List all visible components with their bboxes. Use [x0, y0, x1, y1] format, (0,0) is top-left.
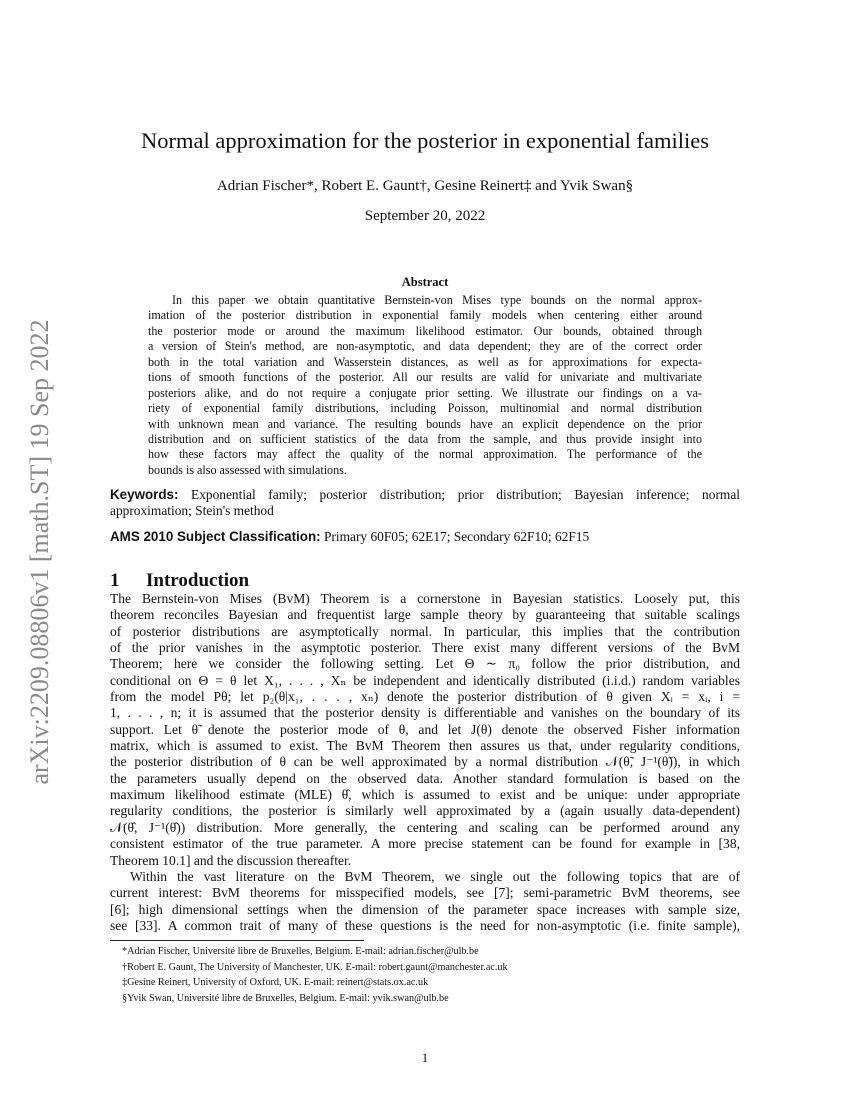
footnote: *Adrian Fischer, Université libre de Bruxelles, Belgium. E-mail: adrian.fischer@ulb.be — [122, 946, 479, 957]
ams-text: Primary 60F05; 62E17; Secondary 62F10; 62F15 — [323, 529, 590, 544]
paragraph-line: support. Let θ̃ denote the posterior mode of θ, and let J(θ) denote the observed Fisher information — [110, 721, 740, 737]
footnotes — [122, 944, 508, 1006]
keywords — [110, 487, 740, 518]
abstract-line: tions of smooth functions of the posterior. All our results are valid for univariate and multivariate — [148, 370, 702, 385]
paragraph-line: Within the vast literature on the BvM Theorem, we single out the following topics that are of — [130, 868, 740, 884]
abstract-line: the posterior mode or around the maximum likelihood estimator. Our bounds, obtained through — [148, 323, 702, 338]
paragraph-line: [6]; high dimensional settings when the dimension of the parameter space increases with sample size, — [110, 901, 740, 917]
keywords-label: Keywords: — [110, 487, 179, 502]
paper-title: Normal approximation for the posterior in exponential families — [141, 128, 709, 153]
paragraph-line: the posterior distribution of θ can be well approximated by a normal distribution 𝒩(θ̃, J⁻¹(θ̃)), in which — [110, 754, 740, 770]
ams-label: AMS 2010 Subject Classification: — [110, 529, 321, 544]
abstract-line: how these factors may affect the quality of the normal approximation. The performance of the — [148, 447, 702, 462]
abstract-line: distribution and on sufficient statistics of the data from the sample, and thus provide insight into — [148, 431, 702, 446]
keywords-line — [110, 487, 740, 503]
date: September 20, 2022 — [364, 208, 486, 224]
paragraph-line: 𝒩(θ̂, J⁻¹(θ̂)) distribution. More generally, the centering and scaling can be performed around any — [110, 819, 740, 835]
abstract-line: a version of Stein's method, are non-asymptotic, and data dependent; they are of the correct order — [148, 339, 702, 354]
authors: Adrian Fischer*, Robert E. Gaunt†, Gesine Reinert‡ and Yvik Swan§ — [216, 178, 634, 194]
abstract-line: bounds is also assessed with simulations. — [148, 462, 347, 477]
paragraph-line: the parameters usually depend on the observed data. Another standard formulation is based on the — [110, 770, 740, 786]
keywords-text: Exponential family; posterior distribution; prior distribution; Bayesian inference; normal — [191, 487, 740, 502]
paragraph-line: consistent estimator of the true parameter. A more precise statement can be found for example in [38, — [110, 836, 740, 852]
ams-classification — [110, 529, 589, 545]
paragraph-line: Theorem; here we consider the following setting. Let Θ ∼ π₀ follow the prior distribution, and — [110, 656, 740, 672]
paragraph-line: maximum likelihood estimate (MLE) θ̂, which is assumed to exist and be unique: under appropriate — [110, 787, 740, 803]
abstract-line: both in the total variation and Wasserstein distances, as well as for approximations for expecta- — [148, 354, 702, 369]
paragraph-line: of posterior distributions are asymptotically normal. In particular, this implies that the contribution — [110, 623, 740, 639]
abstract-line: posteriors alike, and do not require a conjugate prior setting. We illustrate our findings on a va- — [148, 385, 702, 400]
introduction-body — [110, 591, 740, 934]
paragraph-line: Theorem 10.1] and the discussion thereafter. — [110, 852, 352, 868]
abstract-line: with unknown mean and variance. The resulting bounds have an explicit dependence on the prior — [148, 416, 702, 431]
abstract-line: riety of exponential family distributions, including Poisson, multinomial and normal distribution — [148, 401, 702, 416]
abstract-heading: Abstract — [401, 275, 449, 289]
abstract-body — [148, 293, 702, 478]
paragraph-line: from the model Pθ; let p₂(θ|x₁, . . . , xₙ) denote the posterior distribution of θ given Xᵢ = xᵢ, i = — [110, 689, 740, 705]
abstract-line: imation of the posterior distribution in exponential family models when centering either around — [148, 308, 702, 323]
paragraph-line: of the prior vanishes in the asymptotic posterior. There exist many different versions of the BvM — [110, 640, 740, 656]
paragraph-line: see [33]. A common trait of many of these questions is the need for non-asymptotic (i.e. finite sample), — [110, 917, 740, 933]
footnote: ‡Gesine Reinert, University of Oxford, UK. E-mail: reinert@stats.ox.ac.uk — [122, 977, 429, 989]
footnote: §Yvik Swan, Université libre de Bruxelles, Belgium. E-mail: yvik.swan@ulb.be — [122, 992, 449, 1004]
section-title: Introduction — [146, 570, 250, 591]
page-number: 1 — [421, 1050, 429, 1065]
footnote-rule — [110, 940, 364, 941]
keywords-line: approximation; Stein's method — [110, 502, 274, 518]
footnote: †Robert E. Gaunt, The University of Manchester, UK. E-mail: robert.gaunt@manchester.ac.uk — [122, 961, 508, 973]
paragraph-line: theorem reconciles Bayesian and frequentist large sample theory by guaranteeing that suitable scalings — [110, 607, 740, 623]
paragraph-line: current interest: BvM theorems for misspecified models, see [7]; semi-parametric BvM theorems, see — [110, 885, 740, 901]
paragraph-line: matrix, which is assumed to exist. The BvM Theorem then assures us that, under regularity conditions, — [110, 738, 740, 754]
arxiv-stamp: arXiv:2209.08806v1 [math.ST] 19 Sep 2022 — [25, 319, 54, 785]
abstract-line: In this paper we obtain quantitative Bernstein-von Mises type bounds on the normal approx- — [172, 293, 702, 307]
section-heading — [110, 570, 249, 592]
paragraph-line: 1, . . . , n; it is assumed that the posterior density is differentiable and vanishes on the boundary of its — [110, 705, 740, 721]
paragraph-line: regularity conditions, the posterior is similarly well approximated by a (again usually data-dependent) — [110, 803, 740, 819]
paragraph-line: conditional on Θ = θ let X₁, . . . , Xₙ be independent and identically distributed (i.i.d.) random variables — [110, 672, 740, 688]
paragraph-line: The Bernstein-von Mises (BvM) Theorem is a cornerstone in Bayesian statistics. Loosely put, this — [110, 591, 740, 606]
section-number: 1 — [110, 570, 120, 591]
